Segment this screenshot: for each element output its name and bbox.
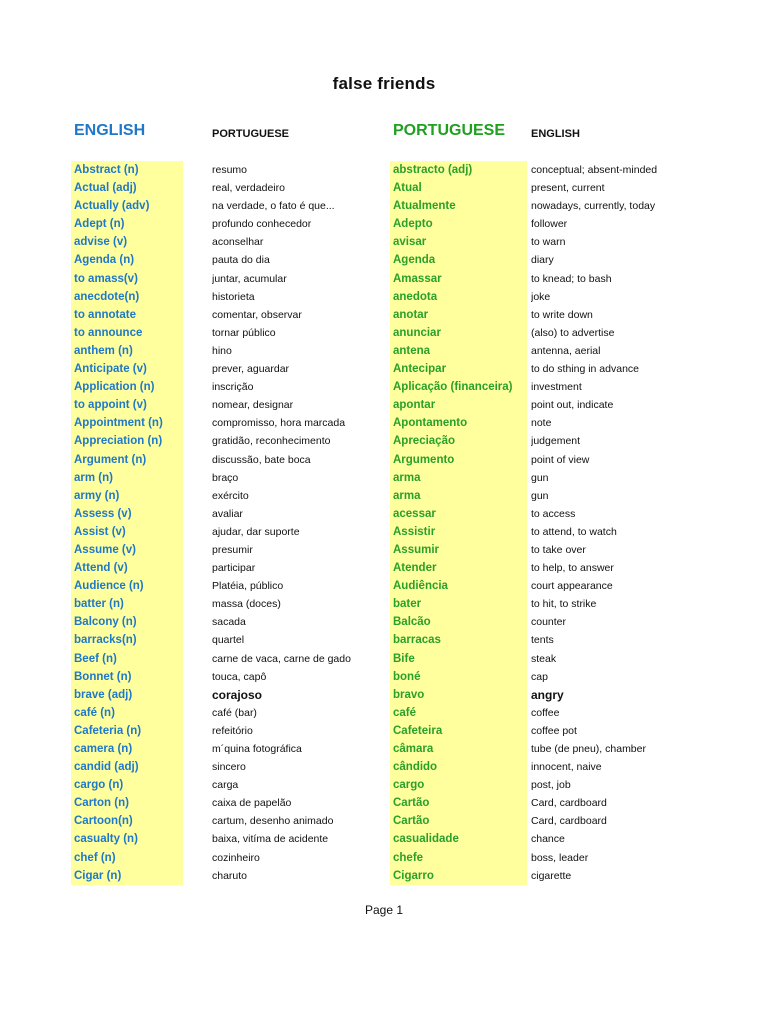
portuguese-meaning: caixa de papelão — [212, 797, 292, 810]
portuguese-meaning: resumo — [212, 164, 248, 176]
table-row — [0, 631, 768, 649]
table-row — [0, 650, 768, 668]
english-meaning: Card, cardboard — [531, 815, 607, 828]
table-row — [0, 830, 768, 848]
table-row — [0, 867, 768, 885]
table-row — [0, 360, 768, 378]
english-meaning: to write down — [531, 308, 593, 321]
portuguese-meaning: compromisso, hora marcada — [212, 417, 346, 430]
portuguese-word: avisar — [390, 233, 527, 251]
page-title: false friends — [332, 74, 436, 93]
table-row — [0, 306, 768, 324]
table-row — [0, 378, 768, 396]
english-meaning: coffee — [531, 706, 560, 719]
portuguese-word: boné — [390, 668, 527, 686]
english-meaning: counter — [531, 616, 567, 629]
english-meaning: point of view — [531, 453, 590, 466]
table-row — [0, 270, 768, 288]
english-meaning: diary — [531, 254, 554, 267]
english-meaning: follower — [531, 218, 568, 231]
portuguese-word: Assumir — [390, 541, 527, 559]
table-row — [0, 668, 768, 686]
portuguese-word: Assistir — [390, 523, 527, 541]
table-row — [0, 396, 768, 414]
portuguese-word: Apreciação — [390, 432, 527, 450]
portuguese-word: abstracto (adj) — [390, 161, 527, 179]
english-word: to appoint (v) — [71, 396, 183, 414]
portuguese-meaning: exército — [212, 489, 249, 502]
portuguese-meaning: sacada — [212, 616, 246, 629]
english-meaning: to do sthing in advance — [531, 363, 639, 376]
english-word: chef (n) — [71, 849, 183, 867]
portuguese-meaning: prever, aguardar — [212, 363, 290, 376]
english-word: barracks(n) — [71, 631, 183, 649]
portuguese-word: bater — [390, 595, 527, 613]
portuguese-meaning: quartel — [212, 634, 245, 647]
english-meaning: to take over — [531, 543, 586, 556]
table-row — [0, 595, 768, 613]
english-meaning: to attend, to watch — [531, 525, 617, 538]
english-word: Application (n) — [71, 378, 183, 396]
english-word: casualty (n) — [71, 830, 183, 848]
table-row — [0, 686, 768, 704]
english-meaning: to warn — [531, 236, 566, 249]
false-friends-table — [0, 161, 768, 885]
english-meaning: to access — [531, 507, 576, 520]
portuguese-meaning: cartum, desenho animado — [212, 815, 334, 828]
english-word: anecdote(n) — [71, 288, 183, 306]
portuguese-meaning: real, verdadeiro — [212, 182, 285, 195]
english-word: Anticipate (v) — [71, 360, 183, 378]
table-row — [0, 179, 768, 197]
english-word: to amass(v) — [71, 270, 183, 288]
table-row — [0, 722, 768, 740]
english-meaning: gun — [531, 471, 549, 484]
portuguese-meaning: juntar, acumular — [212, 272, 287, 285]
portuguese-meaning: carga — [212, 779, 239, 792]
english-word: Cafeteria (n) — [71, 722, 183, 740]
english-word: brave (adj) — [71, 686, 183, 704]
portuguese-meaning: aconselhar — [212, 236, 264, 249]
table-row — [0, 776, 768, 794]
table-row — [0, 505, 768, 523]
table-row — [0, 487, 768, 505]
table-row — [0, 215, 768, 233]
table-row — [0, 451, 768, 469]
portuguese-word: Cartão — [390, 812, 527, 830]
english-word: Bonnet (n) — [71, 668, 183, 686]
table-row — [0, 288, 768, 306]
english-word: advise (v) — [71, 233, 183, 251]
english-word: Agenda (n) — [71, 251, 183, 269]
portuguese-meaning: corajoso — [212, 687, 263, 702]
english-word: Argument (n) — [71, 451, 183, 469]
table-row — [0, 233, 768, 251]
english-meaning: gun — [531, 489, 549, 502]
english-word: Actual (adj) — [71, 179, 183, 197]
english-meaning: to knead; to bash — [531, 272, 612, 285]
english-word: batter (n) — [71, 595, 183, 613]
portuguese-word: câmara — [390, 740, 527, 758]
table-row — [0, 251, 768, 269]
portuguese-word: arma — [390, 469, 527, 487]
english-meaning: chance — [531, 833, 565, 846]
table-row — [0, 758, 768, 776]
english-meaning: (also) to advertise — [531, 326, 615, 339]
english-meaning: present, current — [531, 182, 605, 195]
english-word: Actually (adv) — [71, 197, 183, 215]
english-word: to announce — [71, 324, 183, 342]
english-meaning: antenna, aerial — [531, 344, 601, 357]
portuguese-word: Atualmente — [390, 197, 527, 215]
portuguese-word: cândido — [390, 758, 527, 776]
portuguese-word: Agenda — [390, 251, 527, 269]
portuguese-meaning: ajudar, dar suporte — [212, 525, 300, 538]
english-meaning: innocent, naive — [531, 761, 602, 774]
portuguese-meaning: participar — [212, 562, 256, 575]
portuguese-meaning: sincero — [212, 761, 246, 774]
english-word: candid (adj) — [71, 758, 183, 776]
portuguese-word: arma — [390, 487, 527, 505]
portuguese-word: bravo — [390, 686, 527, 704]
portuguese-meaning: baixa, vitíma de acidente — [212, 833, 329, 846]
portuguese-word: Balcão — [390, 613, 527, 631]
portuguese-word: anotar — [390, 306, 527, 324]
portuguese-meaning: discussão, bate boca — [212, 453, 311, 466]
table-row — [0, 161, 768, 179]
english-meaning: Card, cardboard — [531, 797, 607, 810]
portuguese-meaning: historieta — [212, 290, 255, 303]
table-row — [0, 704, 768, 722]
english-meaning: point out, indicate — [531, 399, 614, 412]
english-meaning: boss, leader — [531, 851, 589, 864]
table-row — [0, 577, 768, 595]
portuguese-word: Atender — [390, 559, 527, 577]
english-meaning: cap — [531, 670, 548, 683]
english-meaning: post, job — [531, 779, 571, 792]
portuguese-word: cargo — [390, 776, 527, 794]
portuguese-word: Cafeteira — [390, 722, 527, 740]
english-word: café (n) — [71, 704, 183, 722]
portuguese-word: Aplicação (financeira) — [390, 378, 527, 396]
header-english-translation: ENGLISH — [531, 128, 580, 140]
english-meaning: tube (de pneu), chamber — [531, 743, 646, 755]
english-word: Audience (n) — [71, 577, 183, 595]
english-word: Beef (n) — [71, 650, 183, 668]
portuguese-meaning: café (bar) — [212, 706, 257, 719]
english-word: Carton (n) — [71, 794, 183, 812]
english-meaning: joke — [531, 290, 551, 303]
english-meaning: judgement — [531, 435, 581, 448]
portuguese-word: café — [390, 704, 527, 722]
table-row — [0, 559, 768, 577]
english-meaning: cigarette — [531, 869, 572, 882]
english-word: Adept (n) — [71, 215, 183, 233]
portuguese-meaning: gratidão, reconhecimento — [212, 435, 331, 448]
portuguese-meaning: charuto — [212, 869, 248, 882]
portuguese-word: barracas — [390, 631, 527, 649]
table-row — [0, 469, 768, 487]
english-word: anthem (n) — [71, 342, 183, 360]
portuguese-meaning: m´quina fotográfica — [212, 743, 302, 755]
portuguese-word: Antecipar — [390, 360, 527, 378]
english-word: Assess (v) — [71, 505, 183, 523]
portuguese-meaning: profundo conhecedor — [212, 218, 312, 231]
portuguese-word: Atual — [390, 179, 527, 197]
portuguese-meaning: avaliar — [212, 507, 243, 520]
english-word: Balcony (n) — [71, 613, 183, 631]
portuguese-word: Argumento — [390, 451, 527, 469]
portuguese-meaning: carne de vaca, carne de gado — [212, 652, 351, 665]
portuguese-meaning: touca, capô — [212, 670, 267, 683]
portuguese-word: Cigarro — [390, 867, 527, 885]
portuguese-word: antena — [390, 342, 527, 360]
english-word: Assist (v) — [71, 523, 183, 541]
portuguese-meaning: comentar, observar — [212, 308, 302, 321]
page-number: Page 1 — [364, 903, 404, 917]
english-word: Appointment (n) — [71, 414, 183, 432]
portuguese-word: chefe — [390, 849, 527, 867]
english-word: Cigar (n) — [71, 867, 183, 885]
english-meaning: steak — [531, 652, 557, 665]
english-meaning: to help, to answer — [531, 562, 614, 575]
portuguese-word: Amassar — [390, 270, 527, 288]
portuguese-word: Apontamento — [390, 414, 527, 432]
english-word: Appreciation (n) — [71, 432, 183, 450]
english-meaning: tents — [531, 634, 554, 647]
portuguese-meaning: tornar público — [212, 326, 276, 339]
portuguese-word: Adepto — [390, 215, 527, 233]
table-row — [0, 342, 768, 360]
english-word: army (n) — [71, 487, 183, 505]
table-row — [0, 613, 768, 631]
portuguese-word: anedota — [390, 288, 527, 306]
portuguese-meaning: hino — [212, 344, 232, 357]
english-meaning: investment — [531, 381, 582, 394]
english-word: Cartoon(n) — [71, 812, 183, 830]
portuguese-meaning: nomear, designar — [212, 399, 294, 412]
portuguese-meaning: pauta do dia — [212, 254, 270, 267]
portuguese-meaning: Platéia, público — [212, 580, 284, 593]
portuguese-meaning: refeitório — [212, 724, 253, 737]
english-meaning: note — [531, 417, 552, 430]
english-word: cargo (n) — [71, 776, 183, 794]
header-portuguese: PORTUGUESE — [393, 122, 506, 139]
table-row — [0, 414, 768, 432]
portuguese-meaning: braço — [212, 471, 239, 484]
english-word: Abstract (n) — [71, 161, 183, 179]
english-word: Assume (v) — [71, 541, 183, 559]
table-row — [0, 740, 768, 758]
table-row — [0, 197, 768, 215]
english-word: camera (n) — [71, 740, 183, 758]
portuguese-word: Bife — [390, 650, 527, 668]
portuguese-meaning: presumir — [212, 543, 253, 556]
portuguese-word: casualidade — [390, 830, 527, 848]
header-portuguese-translation: PORTUGUESE — [212, 128, 290, 140]
table-row — [0, 324, 768, 342]
table-row — [0, 849, 768, 867]
english-word: Attend (v) — [71, 559, 183, 577]
portuguese-meaning: inscrição — [212, 381, 254, 394]
english-meaning: court appearance — [531, 580, 613, 593]
table-row — [0, 432, 768, 450]
table-row — [0, 794, 768, 812]
portuguese-word: anunciar — [390, 324, 527, 342]
english-meaning: angry — [531, 687, 564, 702]
portuguese-word: Audiência — [390, 577, 527, 595]
english-meaning: conceptual; absent-minded — [531, 164, 658, 176]
portuguese-word: Cartão — [390, 794, 527, 812]
portuguese-meaning: cozinheiro — [212, 851, 260, 864]
english-meaning: nowadays, currently, today — [531, 200, 656, 213]
table-row — [0, 541, 768, 559]
portuguese-word: acessar — [390, 505, 527, 523]
portuguese-meaning: massa (doces) — [212, 598, 281, 611]
portuguese-word: apontar — [390, 396, 527, 414]
english-meaning: to hit, to strike — [531, 598, 597, 611]
table-row — [0, 523, 768, 541]
english-word: arm (n) — [71, 469, 183, 487]
english-meaning: coffee pot — [531, 724, 577, 737]
table-row — [0, 812, 768, 830]
portuguese-meaning: na verdade, o fato é que... — [212, 200, 335, 213]
header-english: ENGLISH — [74, 122, 146, 139]
english-word: to annotate — [71, 306, 183, 324]
